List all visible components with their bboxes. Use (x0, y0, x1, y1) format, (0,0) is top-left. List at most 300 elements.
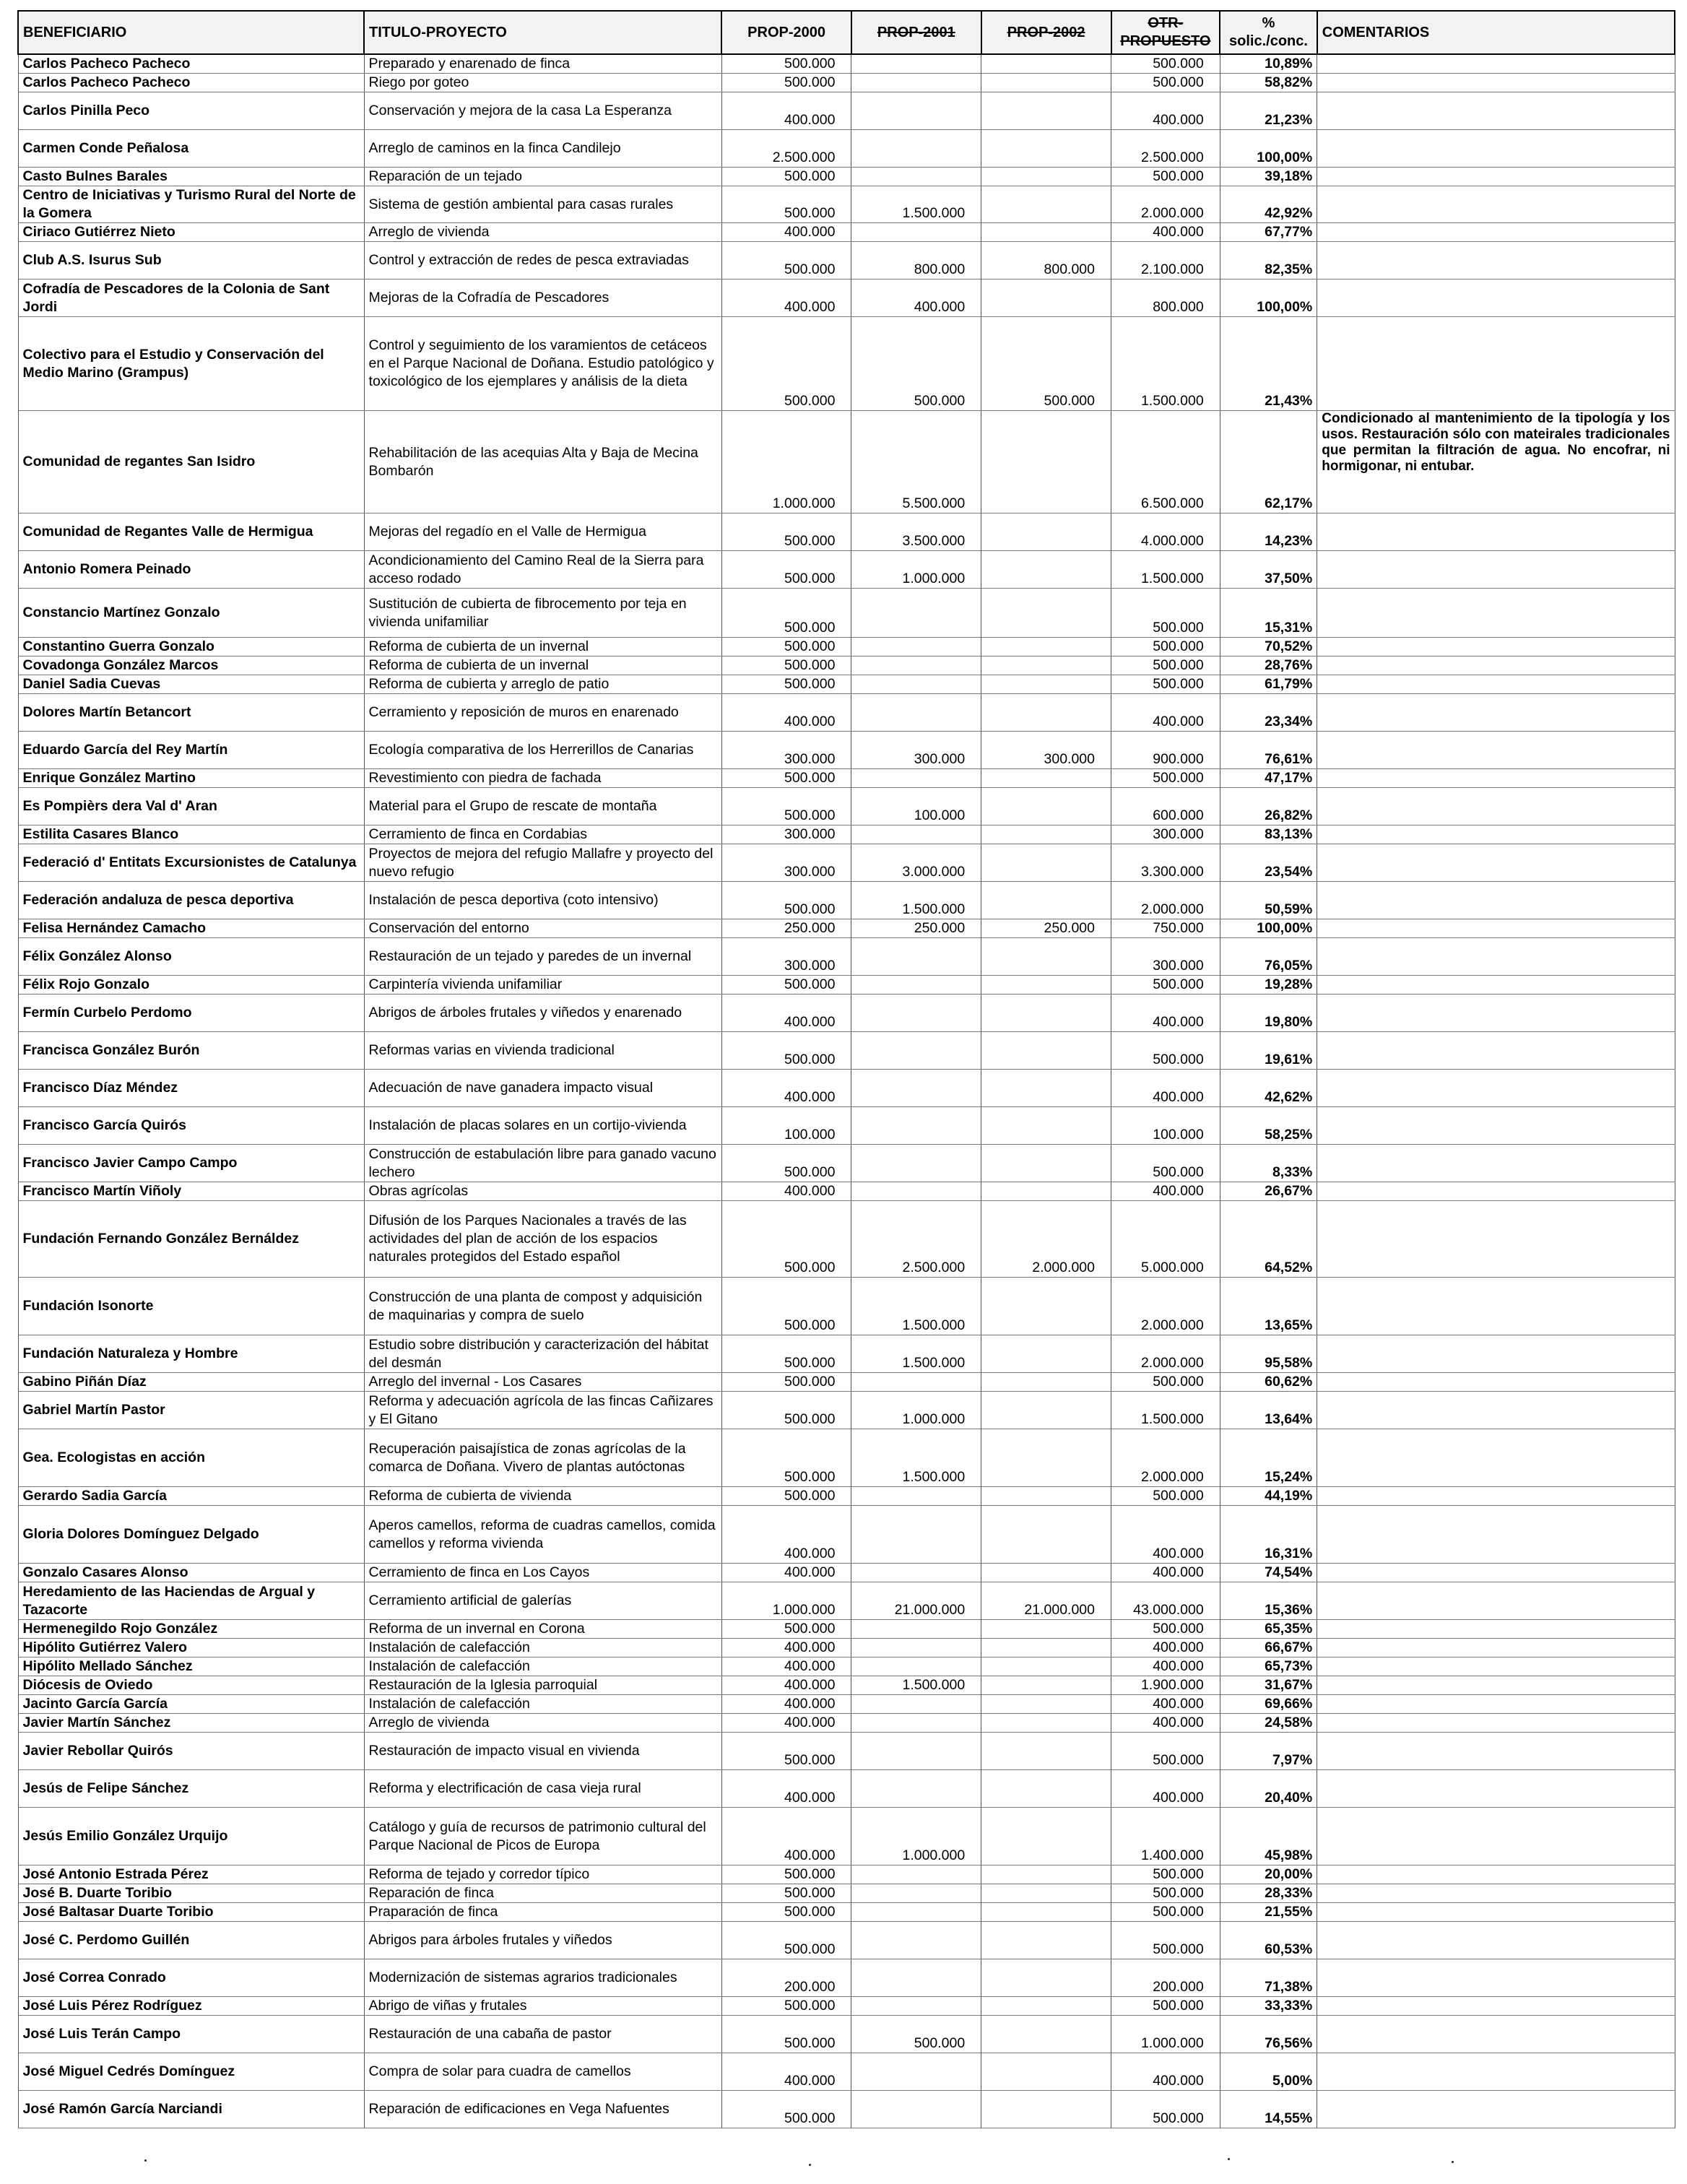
beneficiario-cell: José Antonio Estrada Pérez (18, 1866, 364, 1884)
prop-2002-cell (981, 1639, 1111, 1658)
prop-2000-cell: 500.000 (721, 976, 851, 994)
prop-2001-cell (851, 589, 981, 638)
prop-2000-cell: 500.000 (721, 882, 851, 919)
comentarios-cell: Condicionado al mantenimiento de la tipología y los usos. Restauración sólo con mateirales tradicionales que permitan la filtración de agua. No encofrar, ni hormigonar, ni entubar. (1317, 411, 1675, 514)
titulo-proyecto-cell: Reforma y electrificación de casa vieja rural (364, 1770, 721, 1808)
prop-2001-cell (851, 1884, 981, 1903)
header-comentarios: COMENTARIOS (1317, 11, 1675, 54)
beneficiario-cell: Constancio Martínez Gonzalo (18, 589, 364, 638)
titulo-proyecto-cell: Material para el Grupo de rescate de montaña (364, 788, 721, 826)
percent-cell: 95,58% (1220, 1335, 1317, 1373)
otr-propuesto-cell: 400.000 (1111, 1564, 1220, 1582)
titulo-proyecto-cell: Reforma de cubierta y arreglo de patio (364, 675, 721, 694)
prop-2000-cell: 500.000 (721, 656, 851, 675)
percent-cell: 14,55% (1220, 2091, 1317, 2128)
beneficiario-cell: Carlos Pinilla Peco (18, 92, 364, 130)
percent-cell: 19,80% (1220, 994, 1317, 1032)
prop-2000-cell: 200.000 (721, 1959, 851, 1997)
prop-2001-cell: 1.000.000 (851, 1808, 981, 1866)
prop-2000-cell: 400.000 (721, 1695, 851, 1714)
grants-table (17, 10, 1675, 2128)
titulo-proyecto-cell: Difusión de los Parques Nacionales a través de las actividades del plan de acción de los espacios naturales protegidos del Estado español (364, 1201, 721, 1278)
prop-2001-cell (851, 1658, 981, 1676)
otr-propuesto-cell: 400.000 (1111, 1695, 1220, 1714)
percent-cell: 39,18% (1220, 168, 1317, 186)
prop-2000-cell: 500.000 (721, 1373, 851, 1392)
beneficiario-cell: Hermenegildo Rojo González (18, 1620, 364, 1639)
comentarios-cell (1317, 1714, 1675, 1733)
titulo-proyecto-cell: Instalación de calefacción (364, 1639, 721, 1658)
prop-2001-cell (851, 74, 981, 92)
otr-propuesto-cell: 500.000 (1111, 168, 1220, 186)
table-row (18, 788, 1675, 826)
prop-2000-cell: 500.000 (721, 186, 851, 223)
table-row (18, 694, 1675, 732)
prop-2000-cell: 1.000.000 (721, 411, 851, 514)
beneficiario-cell: José Baltasar Duarte Toribio (18, 1903, 364, 1922)
comentarios-cell (1317, 317, 1675, 411)
percent-cell: 26,67% (1220, 1182, 1317, 1201)
otr-propuesto-cell: 500.000 (1111, 1866, 1220, 1884)
percent-cell: 67,77% (1220, 223, 1317, 242)
table-row (18, 242, 1675, 280)
titulo-proyecto-cell: Rehabilitación de las acequias Alta y Baja de Mecina Bombarón (364, 411, 721, 514)
otr-propuesto-cell: 2.000.000 (1111, 1429, 1220, 1487)
beneficiario-cell: Jacinto García García (18, 1695, 364, 1714)
prop-2000-cell: 500.000 (721, 54, 851, 74)
table-row (18, 589, 1675, 638)
prop-2002-cell (981, 1922, 1111, 1959)
otr-propuesto-cell: 400.000 (1111, 1182, 1220, 1201)
prop-2002-cell (981, 1695, 1111, 1714)
prop-2000-cell: 400.000 (721, 1770, 851, 1808)
otr-propuesto-cell: 500.000 (1111, 976, 1220, 994)
scan-speck (809, 2164, 811, 2166)
titulo-proyecto-cell: Sustitución de cubierta de fibrocemento por teja en vivienda unifamiliar (364, 589, 721, 638)
percent-cell: 42,62% (1220, 1070, 1317, 1107)
otr-propuesto-cell: 500.000 (1111, 2091, 1220, 2128)
beneficiario-cell: Centro de Iniciativas y Turismo Rural del Norte de la Gomera (18, 186, 364, 223)
titulo-proyecto-cell: Compra de solar para cuadra de camellos (364, 2053, 721, 2091)
table-row (18, 411, 1675, 514)
comentarios-cell (1317, 638, 1675, 656)
prop-2001-cell (851, 1959, 981, 1997)
beneficiario-cell: Federación andaluza de pesca deportiva (18, 882, 364, 919)
percent-cell: 5,00% (1220, 2053, 1317, 2091)
prop-2002-cell (981, 1107, 1111, 1145)
prop-2000-cell: 2.500.000 (721, 130, 851, 168)
percent-cell: 58,82% (1220, 74, 1317, 92)
prop-2000-cell: 400.000 (721, 994, 851, 1032)
prop-2001-cell: 800.000 (851, 242, 981, 280)
titulo-proyecto-cell: Cerramiento de finca en Cordabias (364, 826, 721, 844)
prop-2001-cell (851, 656, 981, 675)
table-body (18, 54, 1675, 2128)
otr-propuesto-cell: 500.000 (1111, 1997, 1220, 2016)
percent-cell: 58,25% (1220, 1107, 1317, 1145)
comentarios-cell (1317, 656, 1675, 675)
otr-propuesto-cell: 500.000 (1111, 769, 1220, 788)
prop-2002-cell (981, 1373, 1111, 1392)
titulo-proyecto-cell: Reforma de cubierta de un invernal (364, 656, 721, 675)
beneficiario-cell: Gonzalo Casares Alonso (18, 1564, 364, 1582)
percent-cell: 44,19% (1220, 1487, 1317, 1506)
percent-cell: 21,43% (1220, 317, 1317, 411)
titulo-proyecto-cell: Restauración de una cabaña de pastor (364, 2016, 721, 2053)
comentarios-cell (1317, 1695, 1675, 1714)
table-row (18, 1620, 1675, 1639)
otr-propuesto-cell: 1.900.000 (1111, 1676, 1220, 1695)
prop-2002-cell (981, 1658, 1111, 1676)
percent-cell: 14,23% (1220, 514, 1317, 551)
comentarios-cell (1317, 1373, 1675, 1392)
otr-propuesto-cell: 400.000 (1111, 1658, 1220, 1676)
prop-2000-cell: 500.000 (721, 74, 851, 92)
prop-2002-cell (981, 1959, 1111, 1997)
otr-propuesto-cell: 2.100.000 (1111, 242, 1220, 280)
percent-cell: 13,64% (1220, 1392, 1317, 1429)
prop-2000-cell: 300.000 (721, 844, 851, 882)
otr-propuesto-cell: 400.000 (1111, 2053, 1220, 2091)
titulo-proyecto-cell: Restauración de un tejado y paredes de un invernal (364, 938, 721, 976)
titulo-proyecto-cell: Conservación y mejora de la casa La Esperanza (364, 92, 721, 130)
titulo-proyecto-cell: Construcción de una planta de compost y adquisición de maquinarias y compra de suelo (364, 1278, 721, 1335)
beneficiario-cell: Francisco Díaz Méndez (18, 1070, 364, 1107)
table-row (18, 1922, 1675, 1959)
prop-2001-cell (851, 1506, 981, 1564)
prop-2001-cell: 1.000.000 (851, 551, 981, 589)
prop-2001-cell (851, 1695, 981, 1714)
comentarios-cell (1317, 1866, 1675, 1884)
comentarios-cell (1317, 769, 1675, 788)
prop-2000-cell: 500.000 (721, 1429, 851, 1487)
percent-cell: 100,00% (1220, 130, 1317, 168)
otr-propuesto-cell: 3.300.000 (1111, 844, 1220, 882)
comentarios-cell (1317, 675, 1675, 694)
prop-2001-cell: 100.000 (851, 788, 981, 826)
beneficiario-cell: Fundación Isonorte (18, 1278, 364, 1335)
beneficiario-cell: Fundación Fernando González Bernáldez (18, 1201, 364, 1278)
prop-2002-cell (981, 1145, 1111, 1182)
beneficiario-cell: Carlos Pacheco Pacheco (18, 54, 364, 74)
prop-2002-cell (981, 769, 1111, 788)
prop-2000-cell: 400.000 (721, 1182, 851, 1201)
percent-cell: 23,34% (1220, 694, 1317, 732)
comentarios-cell (1317, 92, 1675, 130)
table-row (18, 551, 1675, 589)
table-row (18, 223, 1675, 242)
titulo-proyecto-cell: Preparado y enarenado de finca (364, 54, 721, 74)
percent-cell: 74,54% (1220, 1564, 1317, 1582)
titulo-proyecto-cell: Reforma de tejado y corredor típico (364, 1866, 721, 1884)
prop-2002-cell (981, 1429, 1111, 1487)
percent-cell: 76,56% (1220, 2016, 1317, 2053)
table-row (18, 656, 1675, 675)
prop-2001-cell (851, 938, 981, 976)
comentarios-cell (1317, 514, 1675, 551)
table-row (18, 1487, 1675, 1506)
percent-cell: 15,31% (1220, 589, 1317, 638)
prop-2002-cell (981, 1032, 1111, 1070)
comentarios-cell (1317, 1487, 1675, 1506)
prop-2002-cell (981, 2016, 1111, 2053)
beneficiario-cell: Daniel Sadia Cuevas (18, 675, 364, 694)
comentarios-cell (1317, 186, 1675, 223)
percent-cell: 47,17% (1220, 769, 1317, 788)
prop-2002-cell (981, 638, 1111, 656)
prop-2000-cell: 500.000 (721, 1733, 851, 1770)
comentarios-cell (1317, 1808, 1675, 1866)
otr-propuesto-cell: 100.000 (1111, 1107, 1220, 1145)
prop-2001-cell (851, 168, 981, 186)
prop-2001-cell: 21.000.000 (851, 1582, 981, 1620)
comentarios-cell (1317, 1903, 1675, 1922)
percent-cell: 23,54% (1220, 844, 1317, 882)
table-row (18, 1770, 1675, 1808)
prop-2001-cell: 1.500.000 (851, 1429, 981, 1487)
beneficiario-cell: Eduardo García del Rey Martín (18, 732, 364, 769)
table-row (18, 1676, 1675, 1695)
scan-speck (1452, 2161, 1454, 2163)
percent-cell: 15,36% (1220, 1582, 1317, 1620)
prop-2001-cell (851, 1070, 981, 1107)
beneficiario-cell: José Luis Pérez Rodríguez (18, 1997, 364, 2016)
beneficiario-cell: José Miguel Cedrés Domínguez (18, 2053, 364, 2091)
table-row (18, 2053, 1675, 2091)
titulo-proyecto-cell: Carpintería vivienda unifamiliar (364, 976, 721, 994)
comentarios-cell (1317, 994, 1675, 1032)
prop-2002-cell (981, 656, 1111, 675)
prop-2000-cell: 500.000 (721, 1884, 851, 1903)
otr-propuesto-cell: 500.000 (1111, 1922, 1220, 1959)
percent-cell: 76,61% (1220, 732, 1317, 769)
percent-cell: 20,00% (1220, 1866, 1317, 1884)
table-row (18, 2016, 1675, 2053)
prop-2000-cell: 400.000 (721, 1070, 851, 1107)
prop-2001-cell: 1.500.000 (851, 882, 981, 919)
comentarios-cell (1317, 1032, 1675, 1070)
percent-cell: 71,38% (1220, 1959, 1317, 1997)
comentarios-cell (1317, 54, 1675, 74)
prop-2002-cell (981, 74, 1111, 92)
comentarios-cell (1317, 1658, 1675, 1676)
table-row (18, 732, 1675, 769)
prop-2000-cell: 1.000.000 (721, 1582, 851, 1620)
prop-2000-cell: 500.000 (721, 514, 851, 551)
beneficiario-cell: Francisca González Burón (18, 1032, 364, 1070)
header-prop-2002: PROP-2002 (981, 11, 1111, 54)
prop-2002-cell (981, 130, 1111, 168)
comentarios-cell (1317, 74, 1675, 92)
comentarios-cell (1317, 1582, 1675, 1620)
comentarios-cell (1317, 130, 1675, 168)
table-row (18, 826, 1675, 844)
table-row (18, 317, 1675, 411)
titulo-proyecto-cell: Abrigos para árboles frutales y viñedos (364, 1922, 721, 1959)
prop-2001-cell: 5.500.000 (851, 411, 981, 514)
percent-cell: 28,76% (1220, 656, 1317, 675)
table-row (18, 1278, 1675, 1335)
titulo-proyecto-cell: Reforma de cubierta de un invernal (364, 638, 721, 656)
otr-propuesto-cell: 500.000 (1111, 589, 1220, 638)
titulo-proyecto-cell: Restauración de impacto visual en vivienda (364, 1733, 721, 1770)
titulo-proyecto-cell: Proyectos de mejora del refugio Mallafre y proyecto del nuevo refugio (364, 844, 721, 882)
titulo-proyecto-cell: Abrigo de viñas y frutales (364, 1997, 721, 2016)
beneficiario-cell: Félix Rojo Gonzalo (18, 976, 364, 994)
percent-cell: 21,55% (1220, 1903, 1317, 1922)
otr-propuesto-cell: 2.000.000 (1111, 1278, 1220, 1335)
table-row (18, 1997, 1675, 2016)
titulo-proyecto-cell: Ecología comparativa de los Herrerillos de Canarias (364, 732, 721, 769)
table-row (18, 1429, 1675, 1487)
percent-cell: 100,00% (1220, 280, 1317, 317)
header-otr-propuesto: OTR-PROPUESTO (1111, 11, 1220, 54)
prop-2000-cell: 500.000 (721, 317, 851, 411)
titulo-proyecto-cell: Adecuación de nave ganadera impacto visual (364, 1070, 721, 1107)
comentarios-cell (1317, 1733, 1675, 1770)
otr-propuesto-cell: 500.000 (1111, 74, 1220, 92)
prop-2000-cell: 250.000 (721, 919, 851, 938)
prop-2001-cell (851, 1866, 981, 1884)
titulo-proyecto-cell: Reforma de un invernal en Corona (364, 1620, 721, 1639)
titulo-proyecto-cell: Abrigos de árboles frutales y viñedos y enarenado (364, 994, 721, 1032)
otr-propuesto-cell: 750.000 (1111, 919, 1220, 938)
beneficiario-cell: José B. Duarte Toribio (18, 1884, 364, 1903)
percent-cell: 33,33% (1220, 1997, 1317, 2016)
comentarios-cell (1317, 1676, 1675, 1695)
titulo-proyecto-cell: Arreglo de caminos en la finca Candilejo (364, 130, 721, 168)
titulo-proyecto-cell: Acondicionamiento del Camino Real de la Sierra para acceso rodado (364, 551, 721, 589)
prop-2001-cell: 1.500.000 (851, 1335, 981, 1373)
prop-2000-cell: 300.000 (721, 938, 851, 976)
beneficiario-cell: Francisco Martín Viñoly (18, 1182, 364, 1201)
table-row (18, 1373, 1675, 1392)
otr-propuesto-cell: 500.000 (1111, 1733, 1220, 1770)
prop-2002-cell (981, 1487, 1111, 1506)
prop-2002-cell: 300.000 (981, 732, 1111, 769)
beneficiario-cell: Francisco Javier Campo Campo (18, 1145, 364, 1182)
beneficiario-cell: Gerardo Sadia García (18, 1487, 364, 1506)
prop-2001-cell (851, 1770, 981, 1808)
table-row (18, 769, 1675, 788)
comentarios-cell (1317, 1922, 1675, 1959)
otr-propuesto-cell: 400.000 (1111, 223, 1220, 242)
prop-2002-cell (981, 54, 1111, 74)
otr-propuesto-cell: 1.000.000 (1111, 2016, 1220, 2053)
prop-2001-cell: 3.000.000 (851, 844, 981, 882)
percent-cell: 28,33% (1220, 1884, 1317, 1903)
prop-2001-cell (851, 1733, 981, 1770)
prop-2001-cell (851, 1107, 981, 1145)
prop-2000-cell: 500.000 (721, 2016, 851, 2053)
comentarios-cell (1317, 223, 1675, 242)
beneficiario-cell: Antonio Romera Peinado (18, 551, 364, 589)
titulo-proyecto-cell: Modernización de sistemas agrarios tradicionales (364, 1959, 721, 1997)
percent-cell: 60,53% (1220, 1922, 1317, 1959)
beneficiario-cell: Enrique González Martino (18, 769, 364, 788)
prop-2002-cell (981, 1808, 1111, 1866)
table-row (18, 1145, 1675, 1182)
table-row (18, 1808, 1675, 1866)
comentarios-cell (1317, 1620, 1675, 1639)
beneficiario-cell: Covadonga González Marcos (18, 656, 364, 675)
prop-2002-cell (981, 694, 1111, 732)
table-row (18, 1201, 1675, 1278)
prop-2000-cell: 500.000 (721, 2091, 851, 2128)
titulo-proyecto-cell: Cerramiento y reposición de muros en enarenado (364, 694, 721, 732)
comentarios-cell (1317, 1429, 1675, 1487)
beneficiario-cell: Carmen Conde Peñalosa (18, 130, 364, 168)
titulo-proyecto-cell: Conservación del entorno (364, 919, 721, 938)
prop-2001-cell (851, 976, 981, 994)
percent-cell: 70,52% (1220, 638, 1317, 656)
comentarios-cell (1317, 1564, 1675, 1582)
comentarios-cell (1317, 844, 1675, 882)
comentarios-cell (1317, 1107, 1675, 1145)
prop-2000-cell: 400.000 (721, 2053, 851, 2091)
prop-2002-cell: 500.000 (981, 317, 1111, 411)
prop-2001-cell (851, 1182, 981, 1201)
otr-propuesto-cell: 4.000.000 (1111, 514, 1220, 551)
comentarios-cell (1317, 168, 1675, 186)
prop-2000-cell: 500.000 (721, 788, 851, 826)
beneficiario-cell: Comunidad de Regantes Valle de Hermigua (18, 514, 364, 551)
prop-2000-cell: 500.000 (721, 589, 851, 638)
prop-2002-cell (981, 1770, 1111, 1808)
prop-2001-cell (851, 994, 981, 1032)
prop-2001-cell (851, 638, 981, 656)
table-row (18, 976, 1675, 994)
prop-2001-cell (851, 1145, 981, 1182)
titulo-proyecto-cell: Aperos camellos, reforma de cuadras camellos, comida camellos y reforma vivienda (364, 1506, 721, 1564)
prop-2002-cell (981, 1070, 1111, 1107)
otr-propuesto-cell: 43.000.000 (1111, 1582, 1220, 1620)
prop-2000-cell: 300.000 (721, 826, 851, 844)
titulo-proyecto-cell: Instalación de placas solares en un cortijo-vivienda (364, 1107, 721, 1145)
prop-2001-cell (851, 1922, 981, 1959)
beneficiario-cell: Ciriaco Gutiérrez Nieto (18, 223, 364, 242)
prop-2001-cell (851, 1997, 981, 2016)
percent-cell: 20,40% (1220, 1770, 1317, 1808)
table-row (18, 919, 1675, 938)
prop-2000-cell: 500.000 (721, 551, 851, 589)
prop-2001-cell (851, 1903, 981, 1922)
beneficiario-cell: Es Pompièrs dera Val d' Aran (18, 788, 364, 826)
titulo-proyecto-cell: Instalación de calefacción (364, 1658, 721, 1676)
prop-2000-cell: 500.000 (721, 638, 851, 656)
percent-cell: 37,50% (1220, 551, 1317, 589)
prop-2002-cell (981, 1392, 1111, 1429)
titulo-proyecto-cell: Reforma y adecuación agrícola de las fincas Cañizares y El Gitano (364, 1392, 721, 1429)
table-row (18, 74, 1675, 92)
table-row (18, 1884, 1675, 1903)
table-row (18, 2091, 1675, 2128)
titulo-proyecto-cell: Obras agrícolas (364, 1182, 721, 1201)
prop-2000-cell: 500.000 (721, 1145, 851, 1182)
prop-2002-cell (981, 976, 1111, 994)
titulo-proyecto-cell: Sistema de gestión ambiental para casas rurales (364, 186, 721, 223)
table-row (18, 130, 1675, 168)
percent-cell: 10,89% (1220, 54, 1317, 74)
prop-2002-cell: 250.000 (981, 919, 1111, 938)
document-page (17, 10, 1675, 2180)
otr-propuesto-cell: 2.500.000 (1111, 130, 1220, 168)
table-row (18, 1582, 1675, 1620)
table-row (18, 1182, 1675, 1201)
beneficiario-cell: Carlos Pacheco Pacheco (18, 74, 364, 92)
beneficiario-cell: Félix González Alonso (18, 938, 364, 976)
prop-2002-cell (981, 1278, 1111, 1335)
